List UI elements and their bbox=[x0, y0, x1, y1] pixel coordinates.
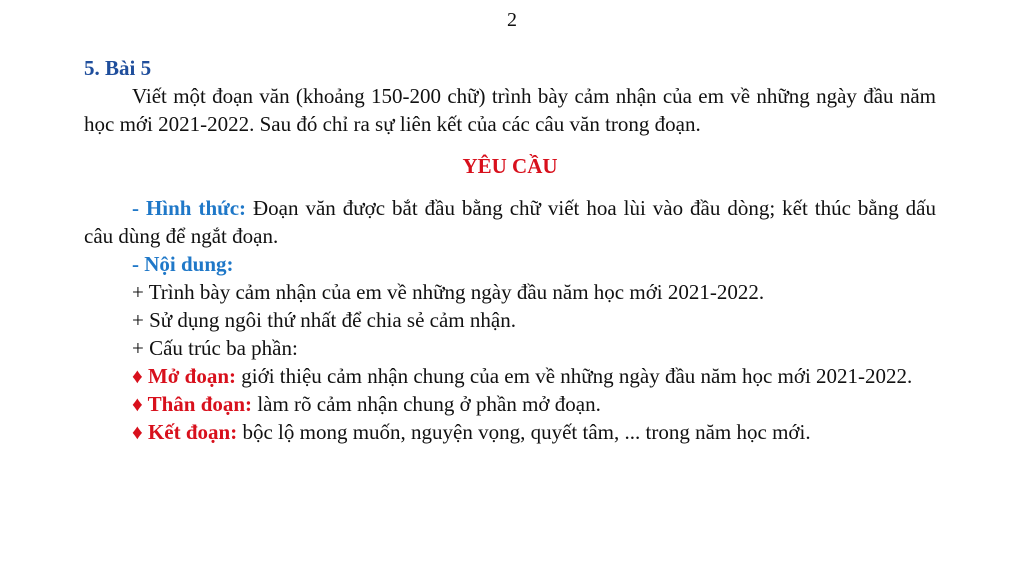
content-label: - Nội dung: bbox=[132, 252, 234, 276]
content-item: + Trình bày cảm nhận của em về những ngày đầu năm học mới 2021-2022. bbox=[132, 280, 765, 304]
part-body-text: làm rõ cảm nhận chung ở phần mở đoạn. bbox=[252, 392, 601, 416]
part-intro-text: giới thiệu cảm nhận chung của em về những ngày đầu năm học mới 2021-2022. bbox=[236, 364, 913, 388]
part-intro bbox=[84, 362, 936, 390]
part-intro-label: ♦ Mở đoạn: bbox=[132, 364, 237, 388]
content-item: + Sử dụng ngôi thứ nhất để chia sẻ cảm nhận. bbox=[132, 308, 516, 332]
part-body bbox=[84, 390, 936, 418]
exercise-prompt: Viết một đoạn văn (khoảng 150-200 chữ) trình bày cảm nhận của em về những ngày đầu năm học mới 2021-2022. Sau đó chỉ ra sự liên kết của các câu văn trong đoạn. bbox=[84, 84, 936, 136]
form-requirement bbox=[84, 194, 936, 250]
part-conclusion bbox=[84, 418, 936, 446]
form-text: Đoạn văn được bắt đầu bằng chữ viết hoa lùi vào đầu dòng; kết thúc bằng dấu câu dùng để ngắt đoạn. bbox=[84, 196, 936, 248]
part-body-label: ♦ Thân đoạn: bbox=[132, 392, 253, 416]
part-conclusion-label: ♦ Kết đoạn: bbox=[132, 420, 238, 444]
form-label: - Hình thức: bbox=[132, 196, 247, 220]
part-conclusion-text: bộc lộ mong muốn, nguyện vọng, quyết tâm, ... trong năm học mới. bbox=[237, 420, 811, 444]
document-content bbox=[84, 54, 936, 446]
page-number: 2 bbox=[507, 9, 517, 31]
requirements-title: YÊU CẦU bbox=[462, 154, 558, 178]
content-requirement bbox=[84, 250, 936, 278]
exercise-heading: 5. Bài 5 bbox=[84, 56, 152, 80]
content-item: + Cấu trúc ba phần: bbox=[132, 336, 298, 360]
